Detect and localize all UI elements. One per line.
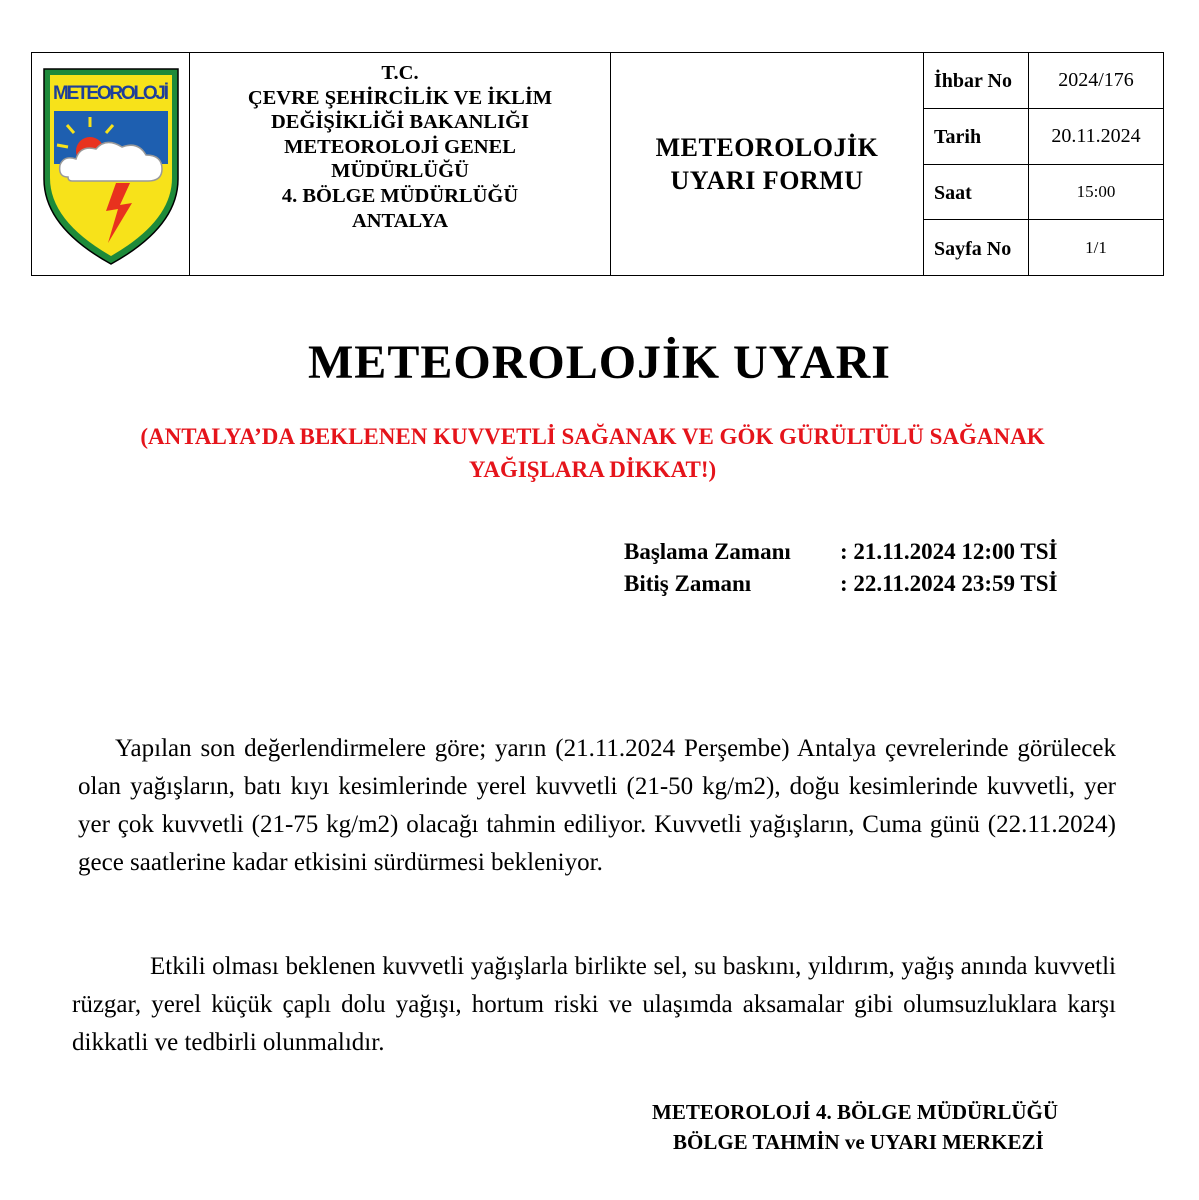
meta-value: 15:00	[1076, 181, 1116, 201]
org-line: METEOROLOJİ GENEL	[284, 135, 516, 158]
signature-block	[652, 1097, 1058, 1157]
signature-line-1: METEOROLOJİ 4. BÖLGE MÜDÜRLÜĞÜ	[652, 1100, 1059, 1124]
end-time-label: Bitiş Zamanı	[624, 571, 752, 596]
meteoroloji-logo	[38, 59, 184, 269]
alert-subtitle	[60, 420, 1125, 486]
meta-value: 20.11.2024	[1051, 124, 1141, 147]
meta-value: 1/1	[1085, 237, 1107, 257]
meta-key: Sayfa No	[924, 220, 1029, 275]
start-time-value: : 21.11.2024 12:00 TSİ	[840, 539, 1058, 564]
meta-row-tarih	[924, 109, 1163, 165]
start-time-label: Başlama Zamanı	[624, 539, 791, 564]
organization-block	[190, 53, 611, 275]
end-time-row	[624, 568, 1057, 600]
org-line: DEĞİŞİKLİĞİ BAKANLIĞI	[270, 111, 530, 134]
meta-row-ihbar	[924, 53, 1163, 109]
org-line: ÇEVRE ŞEHİRCİLİK VE İKLİM	[247, 86, 553, 109]
end-time-value: : 22.11.2024 23:59 TSİ	[840, 571, 1058, 596]
meta-key: İhbar No	[924, 53, 1029, 108]
org-line: ANTALYA	[351, 209, 449, 232]
signature-line-2: BÖLGE TAHMİN ve UYARI MERKEZİ	[673, 1130, 1044, 1154]
validity-times	[624, 536, 1057, 600]
meta-key: Tarih	[924, 109, 1029, 164]
meta-table	[924, 53, 1163, 275]
logo-cell	[32, 53, 190, 275]
meta-key: Saat	[924, 165, 1029, 220]
body-paragraph-1: Yapılan son değerlendirmelere göre; yarın (21.11.2024 Perşembe) Antalya çevrelerinde görülecek olan yağışların, batı kıyı kesimlerinde yerel kuvvetli (21-50 kg/m2), doğu kesimlerinde kuvvetli, yer yer çok kuvvetli (21-75 kg/m2) olacağı tahmin ediliyor. Kuvvetli yağışların, Cuma günü (22.11.2024) gece saatlerine kadar etkisini sürdürmesi bekleniyor.	[78, 735, 1116, 876]
header-table	[31, 52, 1164, 276]
meta-row-sayfa	[924, 220, 1163, 275]
form-title	[611, 53, 924, 275]
org-line: 4. BÖLGE MÜDÜRLÜĞÜ	[281, 184, 519, 207]
document-title: METEOROLOJİK UYARI	[308, 336, 891, 389]
subtitle-line: YAĞIŞLARA DİKKAT!)	[468, 457, 717, 482]
form-title-line: UYARI FORMU	[670, 166, 864, 195]
logo-text: METEOROLOJİ	[52, 83, 169, 104]
body-paragraph-2: Etkili olması beklenen kuvvetli yağışlarla birlikte sel, su baskını, yıldırım, yağış anında kuvvetli rüzgar, yerel küçük çaplı dolu yağışı, hortum riski ve ulaşımda aksamalar gibi olumsuzluklara karşı dikkatli ve tedbirli olunmalıdır.	[72, 953, 1116, 1056]
org-line: T.C.	[381, 62, 419, 84]
start-time-row	[624, 536, 1057, 568]
org-line: MÜDÜRLÜĞÜ	[331, 160, 469, 183]
form-title-line: METEOROLOJİK	[655, 133, 879, 162]
meta-row-saat	[924, 165, 1163, 221]
meta-value: 2024/176	[1058, 68, 1134, 91]
subtitle-line: (ANTALYA’DA BEKLENEN KUVVETLİ SAĞANAK VE GÖK GÜRÜLTÜLÜ SAĞANAK	[140, 424, 1045, 449]
